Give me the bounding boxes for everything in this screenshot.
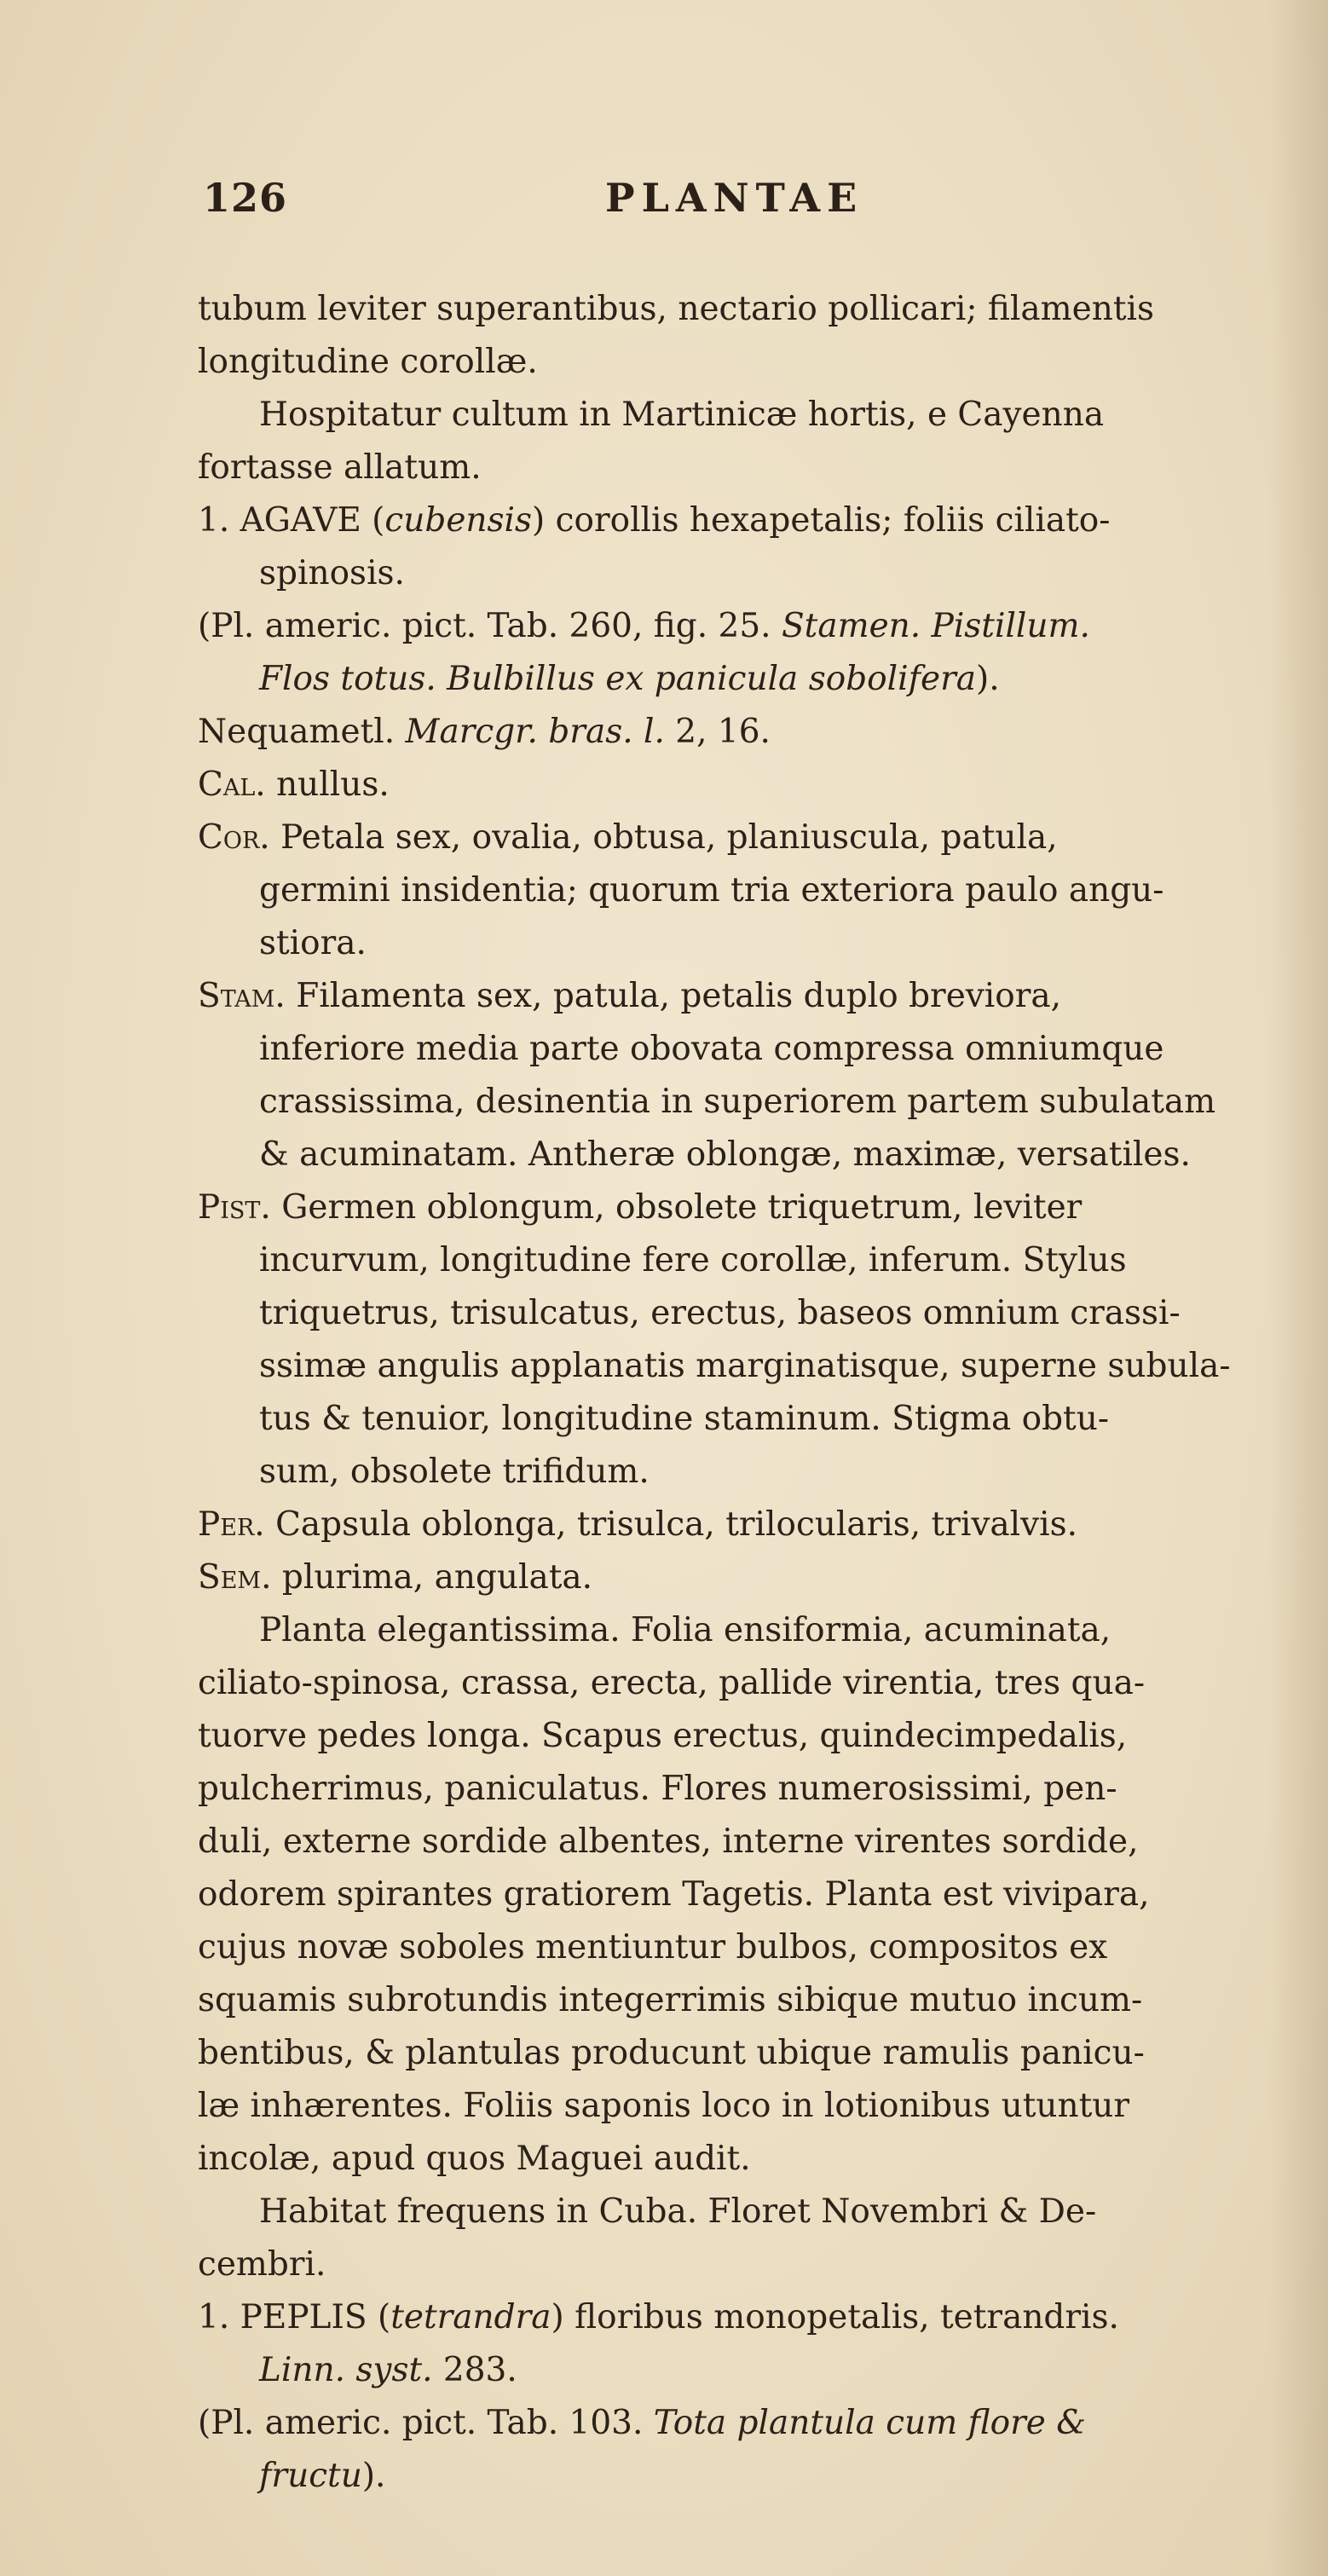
text-run: ) corollis hexapetalis; foliis ciliato- — [532, 501, 1111, 540]
text-line — [198, 547, 1319, 600]
italic-run: Tota plantula cum flore & — [653, 2404, 1086, 2442]
running-title: PLANTAE — [605, 175, 864, 221]
text-line — [198, 1076, 1319, 1129]
italic-run: Linn. syst. — [259, 2351, 433, 2389]
small-caps-run: Sem. — [198, 1558, 272, 1597]
italic-run: Stamen. Pistillum. — [781, 607, 1090, 645]
text-run: cujus novæ soboles mentiuntur bulbos, compositos ex — [198, 1928, 1108, 1967]
text-run: fortasse allatum. — [198, 448, 482, 487]
text-line — [198, 1181, 1319, 1234]
text-line — [198, 494, 1319, 547]
text-run: germini insidentia; quorum tria exteriora paulo angu- — [259, 871, 1164, 910]
text-run: & acuminatam. Antheræ oblongæ, maximæ, versatiles. — [259, 1135, 1191, 1174]
text-line — [198, 917, 1319, 970]
text-run: 1. AGAVE ( — [198, 501, 385, 540]
text-line — [198, 2080, 1319, 2133]
text-line — [198, 1129, 1319, 1181]
text-run: Filamenta sex, patula, petalis duplo breviora, — [285, 977, 1062, 1015]
text-line — [198, 1657, 1319, 1710]
text-run: odorem spirantes gratiorem Tagetis. Planta est vivipara, — [198, 1875, 1150, 1914]
text-run: Nequametl. — [198, 713, 406, 751]
text-line — [198, 1604, 1319, 1657]
text-line — [198, 1974, 1319, 2027]
text-line — [198, 2133, 1319, 2186]
small-caps-run: Cor. — [198, 818, 270, 857]
italic-run: fructu — [259, 2457, 362, 2495]
small-caps-run: Per. — [198, 1505, 265, 1544]
text-line — [198, 1340, 1319, 1393]
text-line — [198, 811, 1319, 864]
text-run: plurima, angulata. — [271, 1558, 593, 1597]
text-line — [198, 1710, 1319, 1763]
text-line — [198, 1921, 1319, 1974]
text-line — [198, 600, 1319, 653]
text-run: squamis subrotundis integerrimis sibique mutuo incum- — [198, 1981, 1143, 2019]
italic-run: Marcgr. bras. l. — [405, 713, 665, 751]
text-run: stiora. — [259, 924, 367, 962]
body-text — [198, 283, 1319, 2503]
text-run: ). — [976, 660, 1000, 698]
text-run: ciliato-spinosa, crassa, erecta, pallide virentia, tres qua- — [198, 1664, 1146, 1702]
text-run: inferiore media parte obovata compressa omniumque — [259, 1030, 1164, 1068]
page-number: 126 — [203, 175, 288, 221]
text-run: 283. — [432, 2351, 517, 2389]
italic-run: tetrandra — [390, 2298, 551, 2336]
text-run: tus & tenuior, longitudine staminum. Stigma obtu- — [259, 1400, 1110, 1438]
text-line — [198, 283, 1319, 336]
text-run: ). — [361, 2457, 386, 2495]
small-caps-run: Stam. — [198, 977, 286, 1015]
text-run: crassissima, desinentia in superiorem partem subulatam — [259, 1083, 1216, 1121]
text-run: duli, externe sordide albentes, interne virentes sordide, — [198, 1822, 1139, 1861]
text-run: longitudine corollæ. — [198, 343, 538, 381]
text-line — [198, 2344, 1319, 2397]
text-run: bentibus, & plantulas producunt ubique ramulis panicu- — [198, 2034, 1145, 2072]
text-line — [198, 759, 1319, 811]
text-line — [198, 1763, 1319, 1816]
text-run: Capsula oblonga, trisulca, trilocularis, trivalvis. — [264, 1505, 1078, 1544]
text-run: læ inhærentes. Foliis saponis loco in lotionibus utuntur — [198, 2087, 1130, 2125]
text-run: sum, obsolete trifidum. — [259, 1453, 650, 1491]
small-caps-run: Cal. — [198, 765, 266, 804]
text-line — [198, 1287, 1319, 1340]
text-run: Hospitatur cultum in Martinicæ hortis, e Cayenna — [259, 396, 1105, 434]
text-line — [198, 442, 1319, 494]
text-run: (Pl. americ. pict. Tab. 103. — [198, 2404, 654, 2442]
text-line — [198, 1234, 1319, 1287]
text-line — [198, 2186, 1319, 2238]
italic-run: cubensis — [384, 501, 533, 540]
text-line — [198, 2238, 1319, 2291]
text-line — [198, 1816, 1319, 1868]
text-line — [198, 970, 1319, 1023]
text-run: Germen oblongum, obsolete triquetrum, leviter — [270, 1188, 1083, 1227]
text-line — [198, 1446, 1319, 1499]
text-line — [198, 1023, 1319, 1076]
text-run: tuorve pedes longa. Scapus erectus, quindecimpedalis, — [198, 1717, 1128, 1755]
text-run: Petala sex, ovalia, obtusa, planiuscula, patula, — [269, 818, 1058, 857]
text-line — [198, 1393, 1319, 1446]
text-line — [198, 2397, 1319, 2450]
text-run: ) floribus monopetalis, tetrandris. — [551, 2298, 1119, 2336]
text-run: incolæ, apud quos Maguei audit. — [198, 2140, 751, 2178]
text-line — [198, 336, 1319, 389]
text-run: pulcherrimus, paniculatus. Flores numerosissimi, pen- — [198, 1770, 1117, 1808]
text-line — [198, 1499, 1319, 1551]
text-run: 2, 16. — [664, 713, 771, 751]
text-line — [198, 706, 1319, 759]
text-run: incurvum, longitudine fere corollæ, inferum. Stylus — [259, 1241, 1127, 1279]
text-run: ssimæ angulis applanatis marginatisque, superne subula- — [259, 1347, 1231, 1385]
text-line — [198, 2027, 1319, 2080]
text-run: nullus. — [265, 765, 390, 804]
text-line — [198, 864, 1319, 917]
text-run: tubum leviter superantibus, nectario pollicari; filamentis — [198, 290, 1154, 328]
text-line — [198, 389, 1319, 442]
text-run: triquetrus, trisulcatus, erectus, baseos omnium crassi- — [259, 1294, 1181, 1332]
text-run: (Pl. americ. pict. Tab. 260, fig. 25. — [198, 607, 782, 645]
text-run: Planta elegantissima. Folia ensiformia, acuminata, — [259, 1611, 1111, 1649]
text-run: cembri. — [198, 2245, 326, 2284]
text-line — [198, 2450, 1319, 2503]
text-line — [198, 1551, 1319, 1604]
small-caps-run: Pist. — [198, 1188, 271, 1227]
text-run: 1. PEPLIS ( — [198, 2298, 391, 2336]
italic-run: Flos totus. Bulbillus ex panicula sobolifera — [259, 660, 976, 698]
text-line — [198, 1868, 1319, 1921]
text-line — [198, 653, 1319, 706]
text-run: Habitat frequens in Cuba. Floret Novembri & De- — [259, 2192, 1097, 2231]
text-line — [198, 2291, 1319, 2344]
text-run: spinosis. — [259, 554, 405, 592]
